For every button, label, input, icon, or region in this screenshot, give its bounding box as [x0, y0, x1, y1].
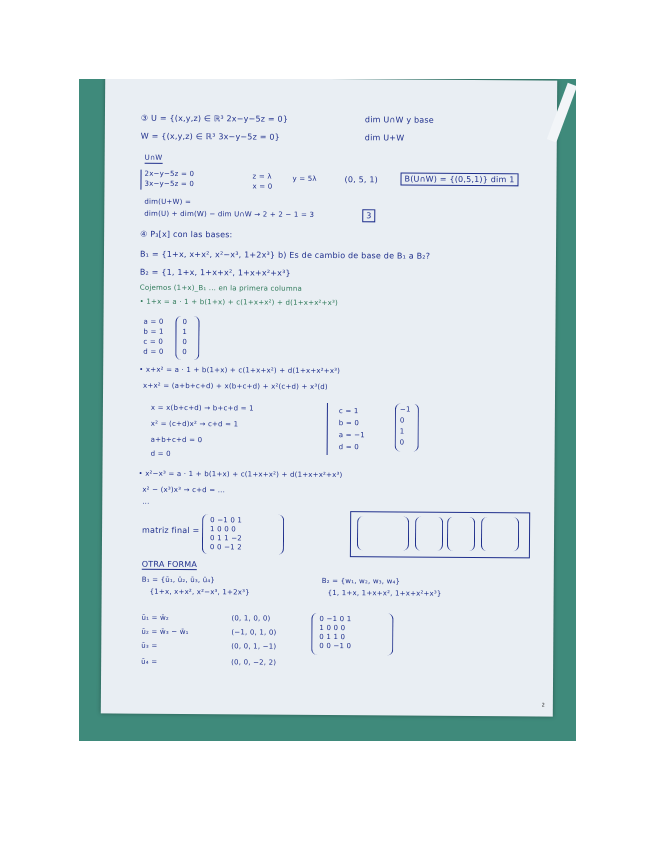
handwritten-line-l15: c = 0	[143, 337, 164, 346]
final-box	[350, 511, 530, 558]
handwritten-line-l33: {1+x, x+x², x²−x³, 1+2x³}	[149, 587, 250, 597]
handwritten-line-l3: U∩W	[144, 153, 163, 162]
handwritten-line-l31: OTRA FORMA	[141, 559, 198, 570]
matrix1-entry: 1 0 0 0	[210, 525, 236, 534]
handwritten-line-l10: B₂ = {1, 1+x, 1+x+x², 1+x+x²+x³}	[139, 267, 291, 278]
handwritten-line-l5: 3x−y−5z = 0	[144, 179, 195, 189]
paper-sheet	[101, 79, 557, 717]
vector1-entry: 0	[182, 347, 187, 357]
handwritten-line-l35b: (−1, 0, 1, 0)	[231, 628, 277, 637]
handwritten-line-l4b: z = λ	[252, 172, 272, 181]
handwritten-line-l27: • x²−x³ = a · 1 + b(1+x) + c(1+x+x²) + d(1+x+x²+x³)	[138, 469, 343, 480]
bracket-d	[481, 517, 519, 551]
matrix1-entry: 0 −1 0 1	[210, 516, 243, 525]
vector2-entry: 0	[399, 416, 405, 425]
handwritten-line-l37b: (0, 0, −2, 2)	[231, 658, 277, 667]
handwritten-line-l7: dim(U) + dim(W) − dim U∩W → 2 + 2 − 1 = 3	[144, 209, 315, 219]
handwritten-line-l29: ...	[142, 497, 150, 506]
handwritten-line-l28: x² − (x³)x³ → c+d = ...	[142, 485, 226, 495]
paper-fold	[547, 83, 576, 143]
handwritten-line-l11: Cojemos (1+x)_B₁ ... en la primera columna	[139, 283, 303, 293]
handwritten-line-l22: d = 0	[150, 449, 171, 458]
bracket-c	[447, 517, 475, 551]
handwritten-line-l34: ū₁ = w̄₂	[141, 613, 169, 622]
handwritten-line-l23: c = 1	[338, 407, 359, 416]
handwritten-line-l4: 2x−y−5z = 0	[144, 169, 195, 179]
handwritten-line-l20: x² = (c+d)x² → c+d = 1	[150, 419, 239, 429]
handwritten-line-l36b: (0, 0, 1, −1)	[231, 642, 277, 651]
matrix2-entry: 0 −1 0 1	[319, 614, 352, 624]
handwritten-line-l12: • 1+x = a · 1 + b(1+x) + c(1+x+x²) + d(1+x+x²+x³)	[139, 297, 338, 308]
handwritten-line-l26: d = 0	[338, 443, 359, 452]
handwritten-line-l30: matriz final =	[142, 525, 200, 536]
handwritten-line-l33b: {1, 1+x, 1+x+x², 1+x+x²+x³}	[327, 588, 442, 598]
handwritten-line-l35: ū₂ = w̄₃ − w̄₁	[141, 627, 189, 637]
handwritten-line-l21: a+b+c+d = 0	[150, 435, 203, 445]
handwritten-line-l5b: x = 0	[252, 182, 273, 191]
bracket-b	[415, 517, 443, 551]
handwritten-line-l32: B₁ = {ū₁, ū₂, ū₃, ū₄}	[141, 575, 216, 585]
vector1-entry: 0	[182, 337, 188, 347]
handwritten-line-l37: ū₄ =	[141, 657, 158, 666]
handwritten-line-l17: • x+x² = a · 1 + b(1+x) + c(1+x+x²) + d(1+x+x²+x³)	[139, 365, 341, 376]
system-brace	[140, 170, 141, 190]
vector1-entry: 0	[182, 317, 188, 327]
answer-box: 3	[362, 209, 375, 222]
result-box: B(U∩W) = {(0,5,1)} dim 1	[400, 172, 518, 186]
handwritten-line-l1b: dim U∩W y base	[364, 115, 434, 125]
handwritten-line-l6: dim(U+W) =	[144, 197, 192, 207]
page-number: 2	[541, 702, 545, 709]
handwritten-line-l16: d = 0	[143, 347, 164, 356]
vector1-entry: 1	[182, 327, 188, 337]
matrix2-entry: 0 1 1 0	[319, 632, 346, 642]
handwritten-line-l19: x = x(b+c+d) → b+c+d = 1	[150, 403, 254, 413]
photo-background	[79, 79, 576, 741]
vector-bracket-1	[175, 316, 199, 360]
handwritten-line-l24: b = 0	[338, 419, 360, 428]
matrix2-entry: 1 0 0 0	[319, 623, 346, 633]
bracket-a	[357, 516, 409, 550]
handwritten-line-l8: ④ P₃[x] con las bases:	[140, 229, 233, 240]
handwritten-line-l25: a = −1	[338, 431, 365, 440]
matrix1-entry: 0 0 −1 2	[209, 543, 242, 552]
handwritten-line-l9: B₁ = {1+x, x+x², x²−x³, 1+2x³} b) Es de cambio de base de B₁ a B₂?	[139, 249, 431, 261]
handwritten-line-l4d: (0, 5, 1)	[344, 175, 379, 185]
handwritten-line-l2: W = {(x,y,z) ∈ ℝ³ 3x−y−5z = 0}	[140, 131, 281, 142]
handwritten-line-l13: a = 0	[143, 317, 164, 326]
matrix2-entry: 0 0 −1 0	[319, 641, 352, 651]
handwritten-line-l32b: B₂ = {w₁, w₂, w₃, w₄}	[321, 576, 401, 586]
handwritten-line-l34b: (0, 1, 0, 0)	[231, 614, 271, 623]
vector2-entry: 1	[399, 427, 405, 436]
vector2-entry: 0	[399, 438, 405, 447]
handwritten-line-l4c: y = 5λ	[292, 174, 317, 183]
vector2-entry: −1	[399, 405, 411, 414]
handwritten-line-l14: b = 1	[143, 327, 164, 336]
handwritten-line-l36: ū₃ =	[141, 641, 158, 650]
handwritten-line-l1: ③ U = {(x,y,z) ∈ ℝ³ 2x−y−5z = 0}	[140, 113, 289, 124]
handwritten-line-l2b: dim U+W	[364, 133, 405, 143]
matrix1-entry: 0 1 1 −2	[209, 534, 243, 543]
separator-line	[327, 403, 328, 455]
handwritten-line-l18: x+x² = (a+b+c+d) + x(b+c+d) + x²(c+d) + x³(d)	[143, 381, 328, 391]
